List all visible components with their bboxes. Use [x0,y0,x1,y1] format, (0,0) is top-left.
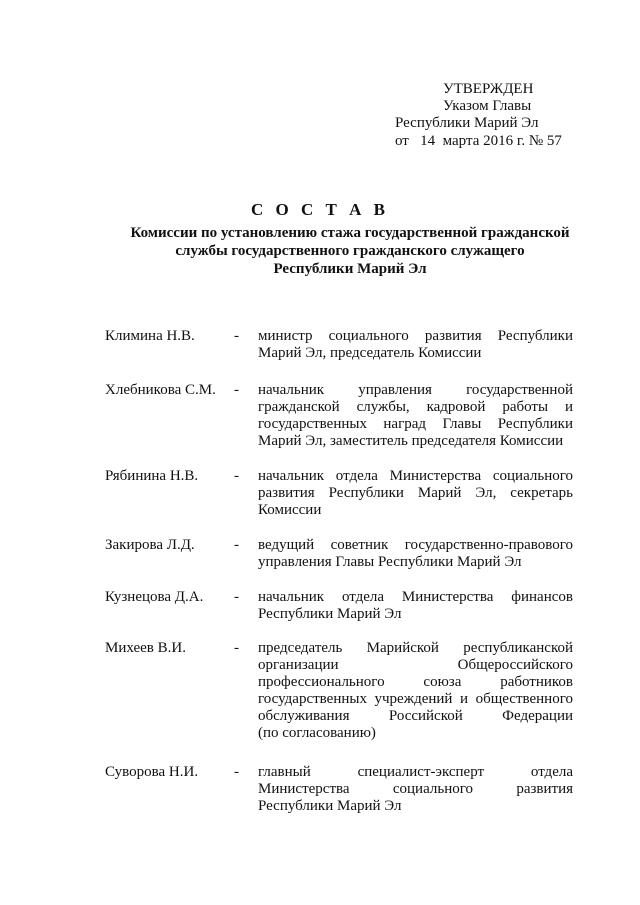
member-name: Рябинина Н.В. [105,468,199,484]
member-role [258,328,573,362]
member-role-line: начальник отдела Министерства социального [258,468,573,484]
member-role-line: (по согласованию) [258,725,376,741]
approval-line: УТВЕРЖДЕН [443,81,534,97]
subtitle-line: Республики Марий Эл [273,261,427,277]
member-role-line: обслуживания Российской Федерации [258,708,573,724]
approval-date-line: от 14 марта 2016 г. № 57 [395,133,562,149]
member-role [258,537,573,571]
member-role-line: председатель Марийской республиканской [258,640,573,656]
member-role [258,468,573,519]
member-dash: - [234,537,239,553]
member-role-line: государственных наград Главы Республики [258,416,573,432]
member-name: Кузнецова Д.А. [105,589,204,605]
member-dash: - [234,382,239,398]
member-name: Климина Н.В. [105,328,195,344]
document-subtitle [100,224,600,278]
member-name: Суворова Н.И. [105,764,199,780]
member-role-line: Республики Марий Эл [258,798,402,814]
member-role [258,382,573,450]
member-role-line: начальник управления государственной [258,382,573,398]
member-role-line: профессионального союза работников [258,674,573,690]
member-dash: - [234,468,239,484]
member-role-line: Министерства социального развития [258,781,573,797]
member-role-line: Республики Марий Эл [258,606,402,622]
member-role-line: государственных учреждений и общественного [258,691,573,707]
member-dash: - [234,764,239,780]
subtitle-line: Комиссии по установлению стажа государственной гражданской [130,225,570,241]
member-role [258,640,573,742]
member-role-line: Комиссии [258,502,322,518]
member-role-line: главный специалист-эксперт отдела [258,764,573,780]
member-role-line: развития Республики Марий Эл, секретарь [258,485,573,501]
member-dash: - [234,640,239,656]
member-role-line: ведущий советник государственно-правового [258,537,573,553]
member-role [258,589,573,623]
member-name: Михеев В.И. [105,640,186,656]
member-role-line: организации Общероссийского [258,657,573,673]
document-title: С О С Т А В [251,200,389,219]
member-role-line: начальник отдела Министерства финансов [258,589,573,605]
member-name: Закирова Л.Д. [105,537,195,553]
member-role-line: управления Главы Республики Марий Эл [258,554,522,570]
approval-line: Республики Марий Эл [395,115,539,131]
member-role-line: Марий Эл, председатель Комиссии [258,345,482,361]
member-role [258,764,573,815]
member-dash: - [234,589,239,605]
member-role-line: Марий Эл, заместитель председателя Комиссии [258,433,564,449]
approval-line: Указом Главы [443,98,532,114]
member-role-line: гражданской службы, кадровой работы и [258,399,573,415]
member-dash: - [234,328,239,344]
member-role-line: министр социального развития Республики [258,328,573,344]
subtitle-line: службы государственного гражданского служащего [175,243,525,259]
member-name: Хлебникова С.М. [105,382,216,398]
